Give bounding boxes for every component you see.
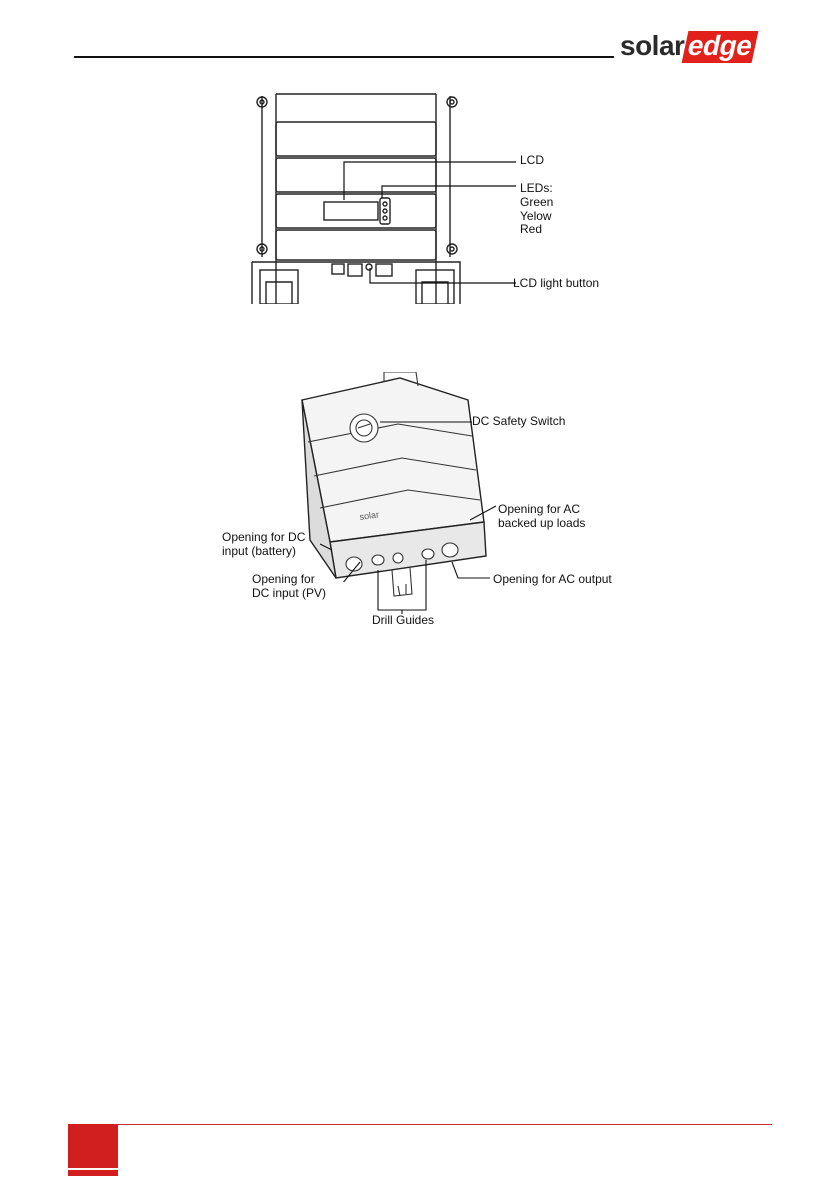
label-dc-battery-line1: Opening for DC [222, 530, 306, 544]
label-ac-backup-line2: backed up loads [498, 516, 586, 530]
figure1-leader-lines [340, 150, 520, 290]
footer-strip [68, 1170, 118, 1176]
label-dc-pv-line1: Opening for [252, 572, 315, 586]
label-lcd: LCD [520, 153, 545, 167]
label-ac-output: Opening for AC output [493, 572, 612, 586]
footer-page-tab [68, 1124, 118, 1168]
ac-backup-leader [470, 506, 496, 520]
lcd-leader [344, 162, 516, 200]
ac-output-leader [452, 562, 490, 578]
svg-text:solar: solar [358, 509, 380, 522]
dc-battery-leader [320, 544, 332, 550]
logo-edge-text: edge [682, 31, 759, 63]
leds-leader [382, 186, 516, 198]
label-green: Green [520, 195, 554, 209]
label-leds: LEDs: [520, 181, 553, 195]
solaredge-logo [620, 30, 756, 66]
lcd-button-leader [370, 268, 516, 283]
label-dc-safety-switch: DC Safety Switch [472, 414, 566, 428]
label-drill-guides: Drill Guides [372, 613, 435, 627]
logo-solar-text: solar [620, 30, 685, 61]
label-dc-battery-line2: input (battery) [222, 544, 297, 558]
label-dc-pv-line2: DC input (PV) [252, 586, 327, 600]
label-lcd-light-button: LCD light button [513, 276, 600, 290]
drill-guides-bracket [378, 560, 426, 610]
label-yellow: Yelow [520, 209, 552, 223]
label-red: Red [520, 222, 543, 236]
label-ac-backup-line1: Opening for AC [498, 502, 581, 516]
footer-rule [118, 1124, 772, 1125]
header-rule [74, 56, 614, 58]
